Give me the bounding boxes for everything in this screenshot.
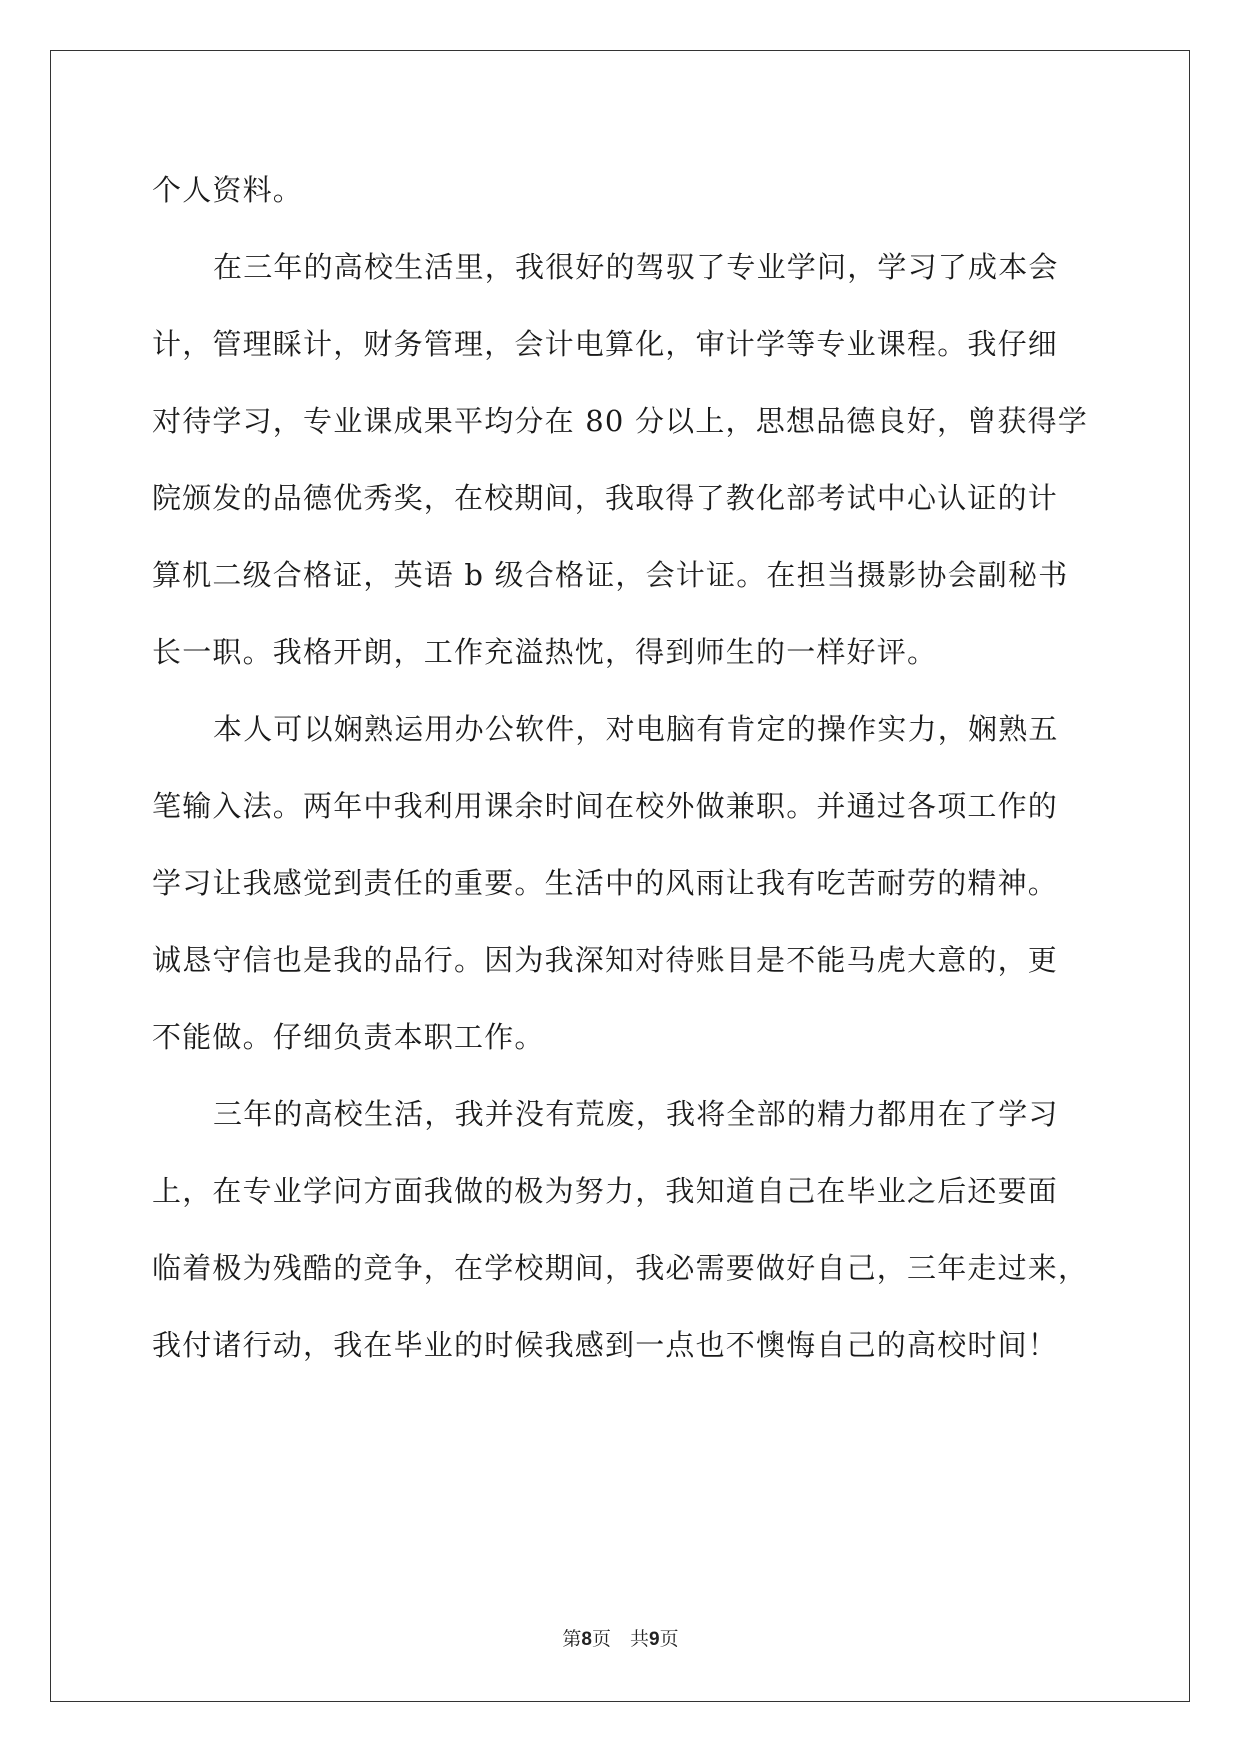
current-page-number: 8 <box>581 1629 592 1650</box>
text-line: 上，在专业学问方面我做的极为努力，我知道自己在毕业之后还要面 <box>152 1174 1059 1208</box>
text-line: 对待学习，专业课成果平均分在 80 分以上，思想品德良好，曾获得学 <box>152 404 1088 438</box>
text-line: 诚恳守信也是我的品行。因为我深知对待账目是不能马虎大意的，更 <box>152 943 1059 977</box>
text-line: 临着极为残酷的竞争，在学校期间，我必需要做好自己，三年走过来， <box>152 1251 1089 1285</box>
text-line: 笔输入法。两年中我利用课余时间在校外做兼职。并通过各项工作的 <box>152 789 1059 823</box>
text-line: 不能做。仔细负责本职工作。 <box>152 1020 545 1054</box>
text-line: 院颁发的品德优秀奖，在校期间，我取得了教化部考试中心认证的计 <box>152 481 1059 515</box>
paragraph-first-line: 本人可以娴熟运用办公软件，对电脑有肯定的操作实力，娴熟五 <box>213 712 1059 746</box>
footer-prefix: 第 <box>562 1628 582 1650</box>
text-line: 学习让我感觉到责任的重要。生活中的风雨让我有吃苦耐劳的精神。 <box>152 866 1059 900</box>
total-page-count: 9 <box>649 1629 660 1650</box>
footer-mid: 页 共 <box>591 1628 649 1650</box>
text-line: 我付诸行动，我在毕业的时候我感到一点也不懊悔自己的高校时间！ <box>152 1328 1059 1362</box>
page-footer <box>0 1624 1241 1651</box>
paragraph-first-line: 在三年的高校生活里，我很好的驾驭了专业学问，学习了成本会 <box>213 250 1059 284</box>
text-line: 算机二级合格证，英语 b 级合格证，会计证。在担当摄影协会副秘书 <box>152 558 1069 592</box>
text-line: 计，管理睬计，财务管理，会计电算化，审计学等专业课程。我仔细 <box>152 327 1059 361</box>
paragraph-first-line: 三年的高校生活，我并没有荒废，我将全部的精力都用在了学习 <box>213 1097 1059 1131</box>
text-line: 个人资料。 <box>152 173 304 207</box>
footer-suffix: 页 <box>659 1628 679 1650</box>
text-line: 长一职。我格开朗，工作充溢热忱，得到师生的一样好评。 <box>152 635 938 669</box>
document-body <box>152 152 1092 1384</box>
